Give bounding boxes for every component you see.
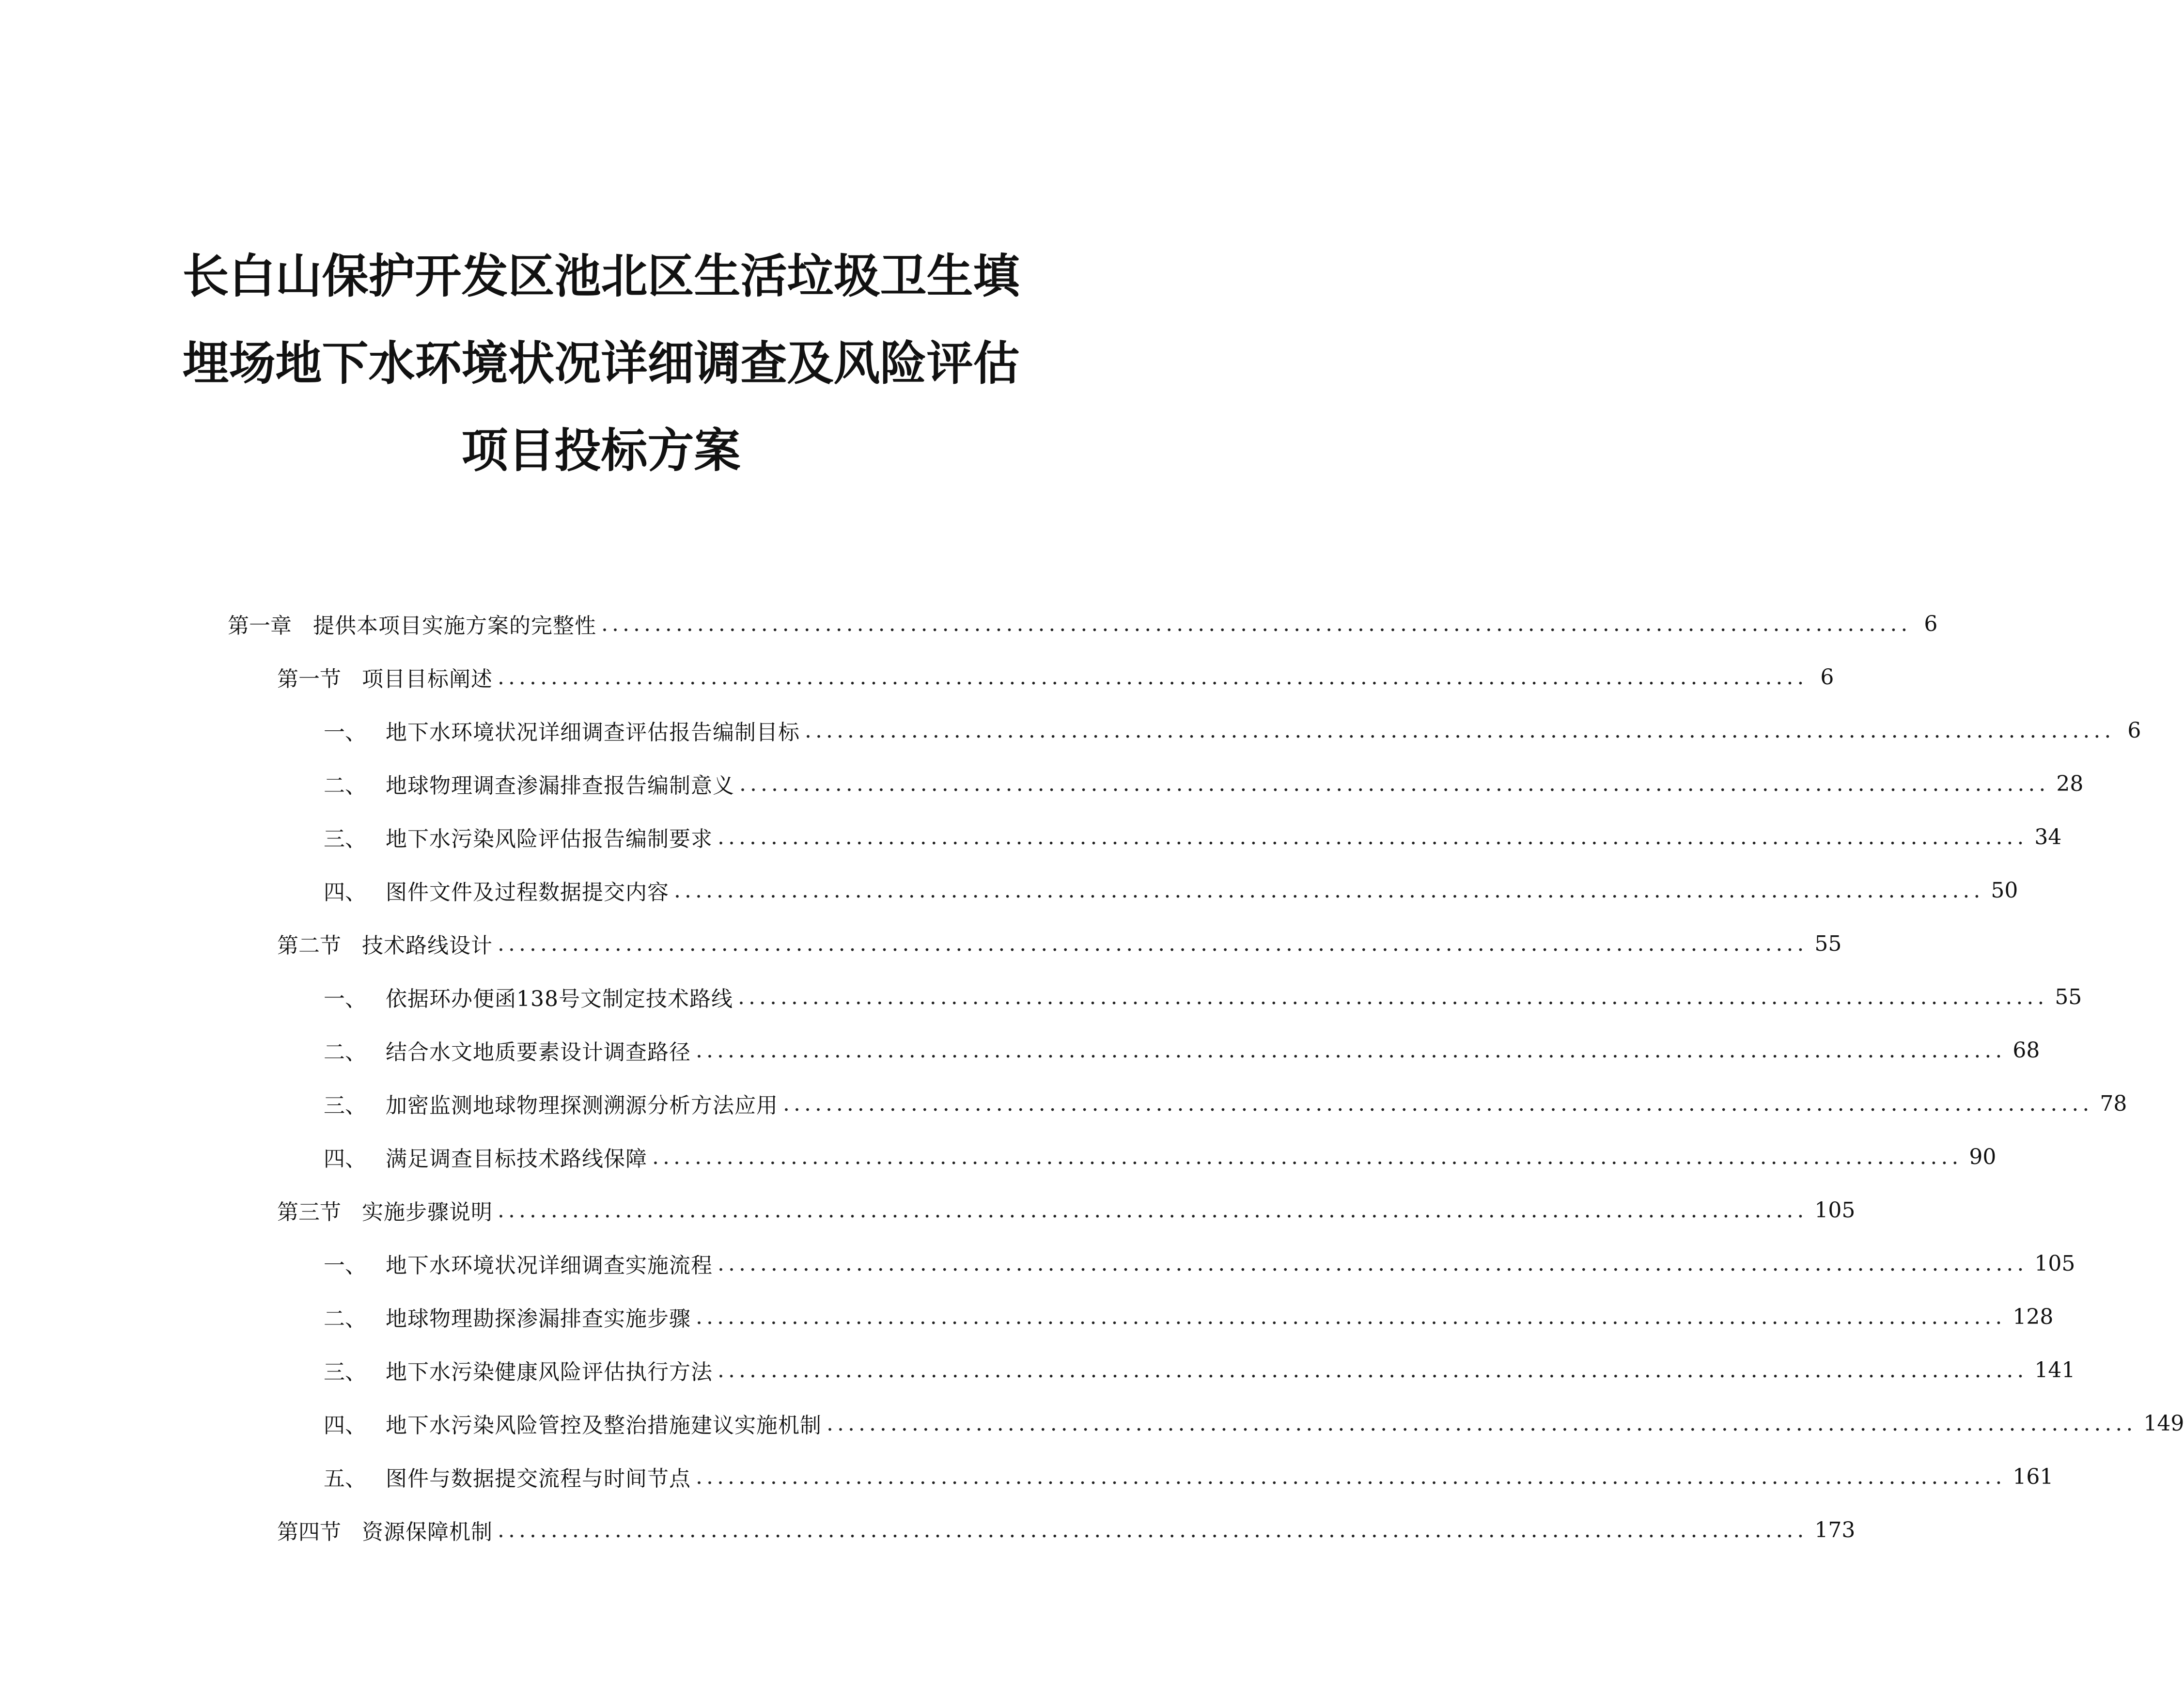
toc-entry-section-4[interactable] <box>277 1503 1856 1557</box>
toc-entry-number: 第三节 <box>277 1200 341 1225</box>
toc-entry-page: 173 <box>1814 1517 1856 1543</box>
toc-entry-number: 第一章 <box>228 614 292 638</box>
toc-entry-title: 提供本项目实施方案的完整性 <box>313 614 596 638</box>
toc-entry-number: 四、 <box>324 1147 366 1171</box>
toc-dot-leader: ........................................................................................................................... <box>696 1304 2006 1329</box>
toc-entry-section-1[interactable] <box>277 650 1834 704</box>
toc-entry-page: 55 <box>1814 931 1842 956</box>
toc-entry-title: 图件与数据提交流程与时间节点 <box>386 1466 691 1491</box>
toc-entry-page: 105 <box>1814 1197 1856 1223</box>
toc-entry-title: 地球物理勘探渗漏排查实施步骤 <box>386 1306 691 1331</box>
toc-entry-title: 地下水环境状况详细调查实施流程 <box>386 1253 713 1278</box>
toc-entry-page: 34 <box>2034 824 2062 850</box>
toc-entry-page: 78 <box>2100 1091 2127 1116</box>
toc-entry-title: 实施步骤说明 <box>362 1200 493 1225</box>
toc-entry-page: 105 <box>2034 1251 2075 1276</box>
toc-entry-item[interactable] <box>324 1343 2075 1397</box>
toc-entry-number: 第二节 <box>277 933 341 958</box>
title-line-2: 埋场地下水环境状况详细调查及风险评估 <box>182 336 1020 391</box>
toc-entry-item[interactable] <box>324 704 2141 757</box>
toc-entry-number: 二、 <box>324 773 366 798</box>
toc-entry-item[interactable] <box>324 1237 2075 1290</box>
toc-entry-title: 满足调查目标技术路线保障 <box>386 1147 647 1171</box>
toc-entry-item[interactable] <box>324 1450 2054 1503</box>
toc-dot-leader: ........................................................................................................................... <box>737 984 2048 1009</box>
toc-entry-title: 地下水污染健康风险评估执行方法 <box>386 1360 713 1385</box>
toc-entry-title: 地下水环境状况详细调查评估报告编制目标 <box>386 720 800 745</box>
toc-entry-title: 技术路线设计 <box>362 933 493 958</box>
toc-dot-leader: ........................................................................................................................... <box>696 1464 2006 1489</box>
toc-entry-number: 第四节 <box>277 1520 341 1544</box>
toc-entry-number: 第一节 <box>277 667 341 692</box>
toc-entry-page: 149 <box>2143 1411 2184 1436</box>
toc-entry-page: 28 <box>2056 771 2084 796</box>
toc-entry-title: 依据环办便函138号文制定技术路线 <box>386 987 733 1011</box>
toc-entry-title: 项目目标阐述 <box>362 667 493 692</box>
toc-entry-section-2[interactable] <box>277 917 1842 970</box>
toc-entry-title: 结合水文地质要素设计调查路径 <box>386 1040 691 1065</box>
title-line-3: 项目投标方案 <box>461 424 741 478</box>
toc-entry-item[interactable] <box>324 757 2084 810</box>
toc-entry-page: 141 <box>2034 1357 2075 1383</box>
toc-dot-leader: ........................................................................................................................... <box>696 1038 2006 1063</box>
toc-dot-leader: ........................................................................................................................... <box>601 611 1912 636</box>
toc-entry-item[interactable] <box>324 970 2082 1023</box>
toc-dot-leader: ........................................................................................................................... <box>498 931 1808 956</box>
toc-entry-number: 二、 <box>324 1040 366 1065</box>
toc-entry-title: 地下水污染风险评估报告编制要求 <box>386 827 713 851</box>
toc-entry-title: 加密监测地球物理探测溯源分析方法应用 <box>386 1093 778 1118</box>
toc-entry-page: 6 <box>1924 611 1938 636</box>
toc-entry-page: 90 <box>1969 1144 1997 1169</box>
toc-dot-leader: ........................................................................................................................... <box>827 1411 2137 1436</box>
toc-entry-item[interactable] <box>324 810 2062 864</box>
toc-dot-leader: ........................................................................................................................... <box>652 1144 1963 1169</box>
toc-entry-number: 四、 <box>324 1413 366 1438</box>
toc-entry-item[interactable] <box>324 864 2018 917</box>
document-title <box>0 233 1202 494</box>
toc-dot-leader: ........................................................................................................................... <box>718 1357 2028 1383</box>
toc-entry-number: 三、 <box>324 827 366 851</box>
toc-dot-leader: ........................................................................................................................... <box>783 1091 2093 1116</box>
toc-dot-leader: ........................................................................................................................... <box>718 1251 2028 1276</box>
toc-entry-page: 6 <box>2127 718 2141 743</box>
toc-entry-section-3[interactable] <box>277 1183 1856 1237</box>
toc-entry-number: 一、 <box>324 987 366 1011</box>
toc-entry-item[interactable] <box>324 1023 2040 1077</box>
toc-entry-page: 68 <box>2012 1038 2040 1063</box>
toc-entry-number: 二、 <box>324 1306 366 1331</box>
toc-entry-number: 一、 <box>324 1253 366 1278</box>
toc-entry-page: 6 <box>1820 664 1834 690</box>
toc-dot-leader: ........................................................................................................................... <box>498 1517 1808 1543</box>
title-line-1: 长白山保护开发区池北区生活垃圾卫生填 <box>182 249 1020 303</box>
toc-entry-chapter-1[interactable] <box>228 597 1938 650</box>
toc-entry-title: 资源保障机制 <box>362 1520 493 1544</box>
toc-entry-title: 地下水污染风险管控及整治措施建议实施机制 <box>386 1413 822 1438</box>
toc-dot-leader: ........................................................................................................................... <box>739 771 2050 796</box>
toc-dot-leader: ........................................................................................................................... <box>805 718 2115 743</box>
toc-entry-number: 三、 <box>324 1093 366 1118</box>
toc-dot-leader: ........................................................................................................................... <box>718 824 2028 850</box>
toc-entry-number: 五、 <box>324 1466 366 1491</box>
toc-entry-number: 四、 <box>324 880 366 905</box>
toc-entry-item[interactable] <box>324 1077 2127 1130</box>
toc-dot-leader: ........................................................................................................................... <box>498 664 1808 690</box>
toc-entry-page: 55 <box>2055 984 2082 1009</box>
toc-entry-title: 地球物理调查渗漏排查报告编制意义 <box>386 773 734 798</box>
toc-entry-number: 三、 <box>324 1360 366 1385</box>
toc-entry-item[interactable] <box>324 1397 2184 1450</box>
toc-dot-leader: ........................................................................................................................... <box>674 878 1984 903</box>
toc-entry-item[interactable] <box>324 1290 2054 1343</box>
toc-dot-leader: ........................................................................................................................... <box>498 1197 1808 1223</box>
toc-entry-item[interactable] <box>324 1130 1997 1183</box>
toc-entry-page: 50 <box>1991 878 2018 903</box>
toc-entry-title: 图件文件及过程数据提交内容 <box>386 880 669 905</box>
toc-entry-page: 128 <box>2012 1304 2054 1329</box>
toc-entry-number: 一、 <box>324 720 366 745</box>
toc-entry-page: 161 <box>2012 1464 2054 1489</box>
